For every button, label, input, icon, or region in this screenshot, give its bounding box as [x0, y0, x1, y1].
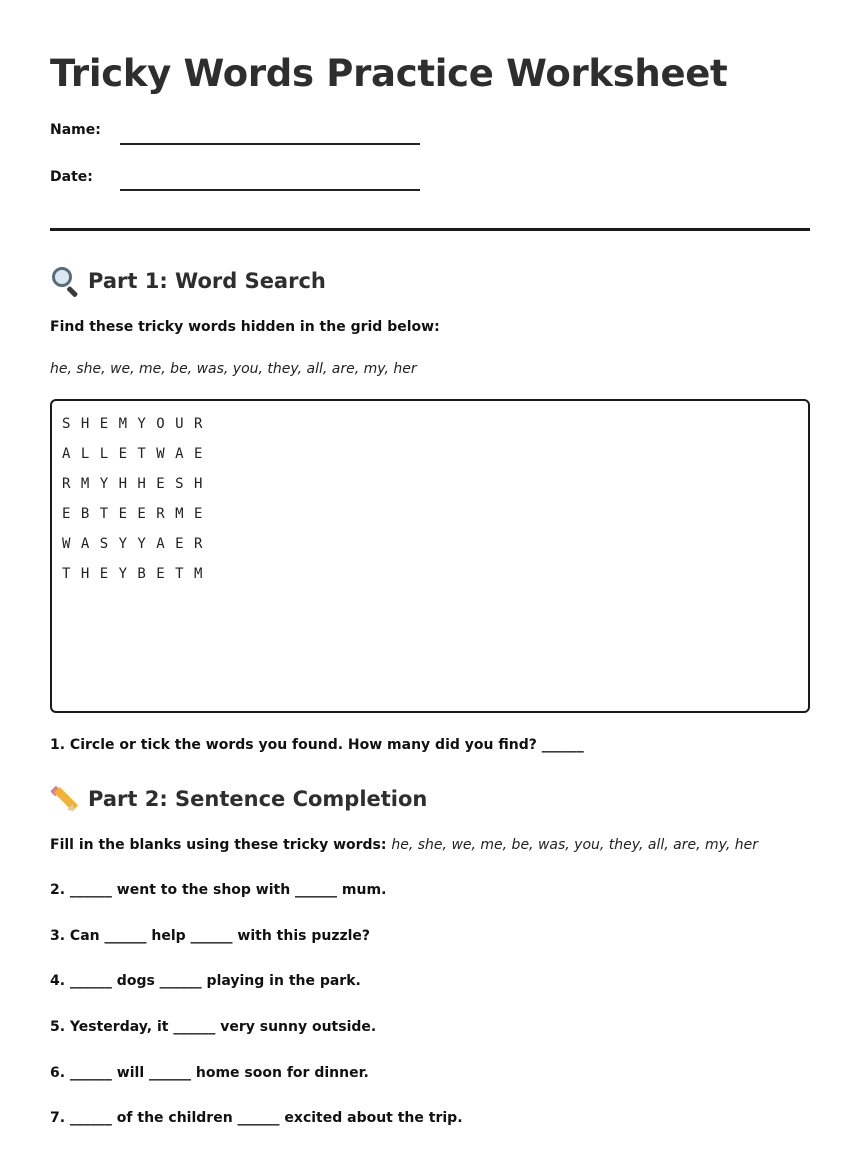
- date-label: Date:: [50, 169, 93, 185]
- question-4: 4. ______ dogs ______ playing in the park.: [50, 973, 361, 989]
- part1-heading-text: Part 1: Word Search: [88, 269, 326, 293]
- part1-instruction: Find these tricky words hidden in the grid below:: [50, 319, 440, 335]
- pencil-icon: [50, 784, 80, 814]
- part1-wordlist: he, she, we, me, be, was, you, they, all, are, my, her: [50, 361, 417, 377]
- magnifying-glass-icon: [50, 266, 80, 296]
- part1-heading: [50, 266, 326, 296]
- grid-row: E B T E E R M E: [62, 506, 204, 522]
- question-3: 3. Can ______ help ______ with this puzzle?: [50, 928, 371, 944]
- word-search-grid[interactable]: [50, 399, 810, 713]
- part2-wordlist: he, she, we, me, be, was, you, they, all, are, my, her: [391, 837, 758, 853]
- name-field[interactable]: [120, 143, 420, 145]
- grid-row: T H E Y B E T M: [62, 566, 204, 582]
- page-title: Tricky Words Practice Worksheet: [50, 52, 728, 95]
- section-divider: [50, 228, 810, 231]
- question-2: 2. ______ went to the shop with ______ mum.: [50, 882, 387, 898]
- part2-heading: [50, 784, 427, 814]
- question-7: 7. ______ of the children ______ excited about the trip.: [50, 1110, 463, 1126]
- part2-heading-text: Part 2: Sentence Completion: [88, 787, 428, 811]
- question-6: 6. ______ will ______ home soon for dinner.: [50, 1065, 369, 1081]
- grid-row: A L L E T W A E: [62, 446, 204, 462]
- grid-row: R M Y H H E S H: [62, 476, 204, 492]
- question-5: 5. Yesterday, it ______ very sunny outside.: [50, 1019, 377, 1035]
- grid-row: W A S Y Y A E R: [62, 536, 204, 552]
- name-label: Name:: [50, 122, 101, 138]
- part2-instruction-text: Fill in the blanks using these tricky words:: [50, 837, 387, 853]
- date-field[interactable]: [120, 189, 420, 191]
- part2-instruction: [50, 837, 758, 853]
- grid-row: S H E M Y O U R: [62, 416, 204, 432]
- question-1: 1. Circle or tick the words you found. How many did you find? ______: [50, 737, 584, 753]
